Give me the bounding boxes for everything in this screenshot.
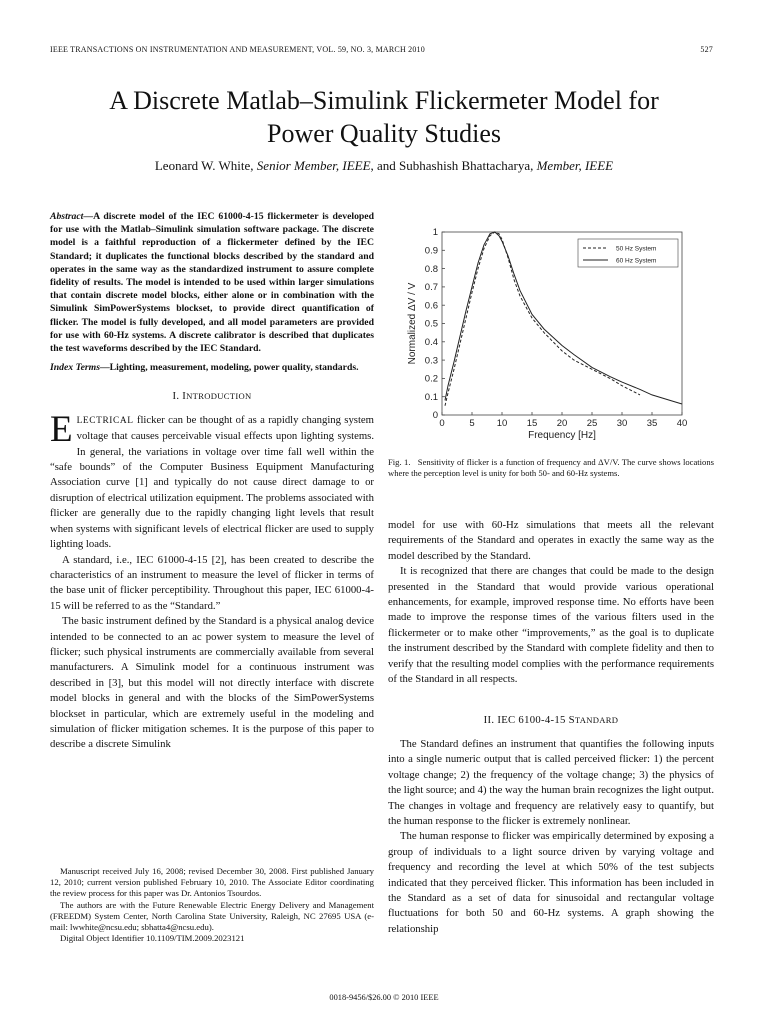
paper-title xyxy=(0,84,768,150)
x-tick-label: 5 xyxy=(469,418,475,429)
author-joiner: , and Subhashish Bhattacharya, xyxy=(370,158,537,173)
y-axis-label: Normalized ΔV / V xyxy=(407,282,418,365)
y-tick-label: 1 xyxy=(432,227,438,239)
intro-paragraph-1 xyxy=(50,408,374,553)
section-2-title: IEC 6100-4-15 S xyxy=(497,714,575,727)
x-tick-label: 15 xyxy=(526,418,538,429)
index-terms-label: Index Terms xyxy=(50,362,100,374)
right-column xyxy=(388,518,714,937)
figure-1-chart xyxy=(400,218,700,448)
y-tick-label: 0.5 xyxy=(424,318,438,330)
footnote-affiliation: The authors are with the Future Renewable Electric Energy Delivery and Management (FREEDM) System Center, North Carolina State University, Raleigh, NC 27695 USA (e-mail: lwwhite@ncsu.edu; sbhatta4@ncsu.edu). xyxy=(50,899,374,933)
y-tick-label: 0.3 xyxy=(424,355,438,367)
y-tick-label: 0.9 xyxy=(424,245,438,257)
drop-cap: E xyxy=(50,408,73,450)
journal-name: IEEE TRANSACTIONS ON INSTRUMENTATION AND MEASUREMENT, VOL. 59, NO. 3, MARCH 2010 xyxy=(50,45,425,54)
legend-entry: 60 Hz System xyxy=(616,257,657,265)
title-line-1: A Discrete Matlab–Simulink Flickermeter Model for xyxy=(109,86,659,115)
footnote-manuscript: Manuscript received July 16, 2008; revised December 30, 2008. First published January 12, 2010; current version published February 10, 2010. The Associate Editor coordinating the review process for this paper was Dr. Antonios Tsourdos. xyxy=(50,866,374,899)
copyright-footer: 0018-9456/$26.00 © 2010 IEEE xyxy=(329,993,439,1002)
x-tick-label: 30 xyxy=(616,418,628,429)
author-1: Leonard W. White, xyxy=(154,158,257,173)
y-tick-label: 0.8 xyxy=(424,263,438,275)
section-1-rest: NTRODUCTION xyxy=(186,391,252,402)
intro-p1-text: flicker can be thought of as a rapidly changing system voltage that causes perceivable visual effects upon lighting systems. In general, the variations in voltage over time fall well within the “safe bounds” of the Computer Business Equipment Manufacturing Association curve [1] and typically do not cause direct damage to or disruption of electrical utilization equipment. The problems associated with flicker are generally due to the rapidly changing light levels that result when systems with significant levels of electrical flicker are used to supply lighting loads. xyxy=(50,413,374,551)
y-tick-label: 0.1 xyxy=(424,391,438,403)
left-column xyxy=(50,210,374,753)
section-1-first-letter: I xyxy=(182,390,187,403)
right-paragraph-2: It is recognized that there are changes that could be made to the design presented in the Standard that would provide various operational enhancements, for example, improved response time. No efforts have been made to improve the response times of the various filters used in the flickermeter or to make other “improvements,” as the goal is to duplicate the instrument described by the Standard with complete fidelity and then to verify that the resulting model complies with the performance requirements of the Standard in all respects. xyxy=(388,565,714,686)
author-2-role: Member, IEEE xyxy=(536,158,614,173)
abstract xyxy=(50,210,374,355)
abstract-text: —A discrete model of the IEC 61000-4-15 flickermeter is developed for use with the Matlab–Simulink simulation software package. The discrete model is a faithful reproduction of a flickermeter defined by the IEC Standard; it duplicates the functional blocks described by the standard and operates in the same way as the standardized instrument to assure complete fidelity of results. The model is intended to be used within larger simulations that contain discrete model blocks, either alone or in combination with the Simulink SimPowerSystems blockset, to provide direct quantification of flicker. The model is fully developed, and all model parameters are provided for use with 60-Hz systems. A discrete calibrator is described that duplicates the test waveforms described by the IEC Standard. xyxy=(50,211,374,355)
page-number: 527 xyxy=(700,45,713,54)
y-tick-label: 0.2 xyxy=(424,373,438,385)
right-paragraph-1: model for use with 60-Hz simulations that meets all the relevant requirements of the Standard and operates in exactly the same way as the model described by the Standard. xyxy=(388,519,714,562)
y-tick-label: 0.7 xyxy=(424,282,438,294)
x-tick-label: 20 xyxy=(556,418,568,429)
section-2-title-sc: TANDARD xyxy=(574,715,619,726)
section-heading-introduction xyxy=(50,389,374,404)
title-line-2: Power Quality Studies xyxy=(267,119,501,148)
intro-paragraph-2: A standard, i.e., IEC 61000-4-15 [2], has been created to describe the characteristics of an instrument to measure the level of flicker in terms of the base unit of flicker perceptibility. Throughout this paper, IEC 61000-4-15 will be referred to as the “Standard.” xyxy=(50,553,374,612)
intro-first-word: LECTRICAL xyxy=(76,415,134,426)
section-1-numeral: I. xyxy=(172,390,183,403)
footnote-doi: Digital Object Identifier 10.1109/TIM.2009.2023121 xyxy=(60,933,245,944)
x-tick-label: 25 xyxy=(586,418,598,429)
y-tick-label: 0 xyxy=(432,410,438,422)
x-tick-label: 35 xyxy=(646,418,658,429)
footnote xyxy=(50,866,374,944)
x-tick-label: 40 xyxy=(676,418,688,429)
section-heading-standard xyxy=(388,713,714,728)
y-tick-label: 0.4 xyxy=(424,337,438,348)
x-axis-label: Frequency [Hz] xyxy=(528,430,596,441)
caption-text: Sensitivity of flicker is a function of frequency and ΔV/V. The curve shows locations where the perception level is unity for both 50- and 60-Hz systems. xyxy=(388,457,714,478)
section-2-numeral: II. xyxy=(483,714,498,727)
index-terms xyxy=(50,361,374,374)
legend-entry: 50 Hz System xyxy=(616,245,657,253)
right-paragraph-3: The Standard defines an instrument that quantifies the following inputs into a single numeric output that is called perceived flicker: 1) the percent voltage change; 2) the frequency of the voltage change; 3) the physics of the light source; and 4) the way the human brain recognizes the light output. The changes in voltage and frequency are relatively easy to quantify, but the human response to the flicker is extremely nonlinear. xyxy=(388,737,714,827)
index-terms-text: —Lighting, measurement, modeling, power quality, standards. xyxy=(99,362,359,374)
author-1-role: Senior Member, IEEE xyxy=(256,158,371,173)
authors xyxy=(0,158,768,174)
figure-caption xyxy=(388,457,714,478)
right-paragraph-4: The human response to flicker was empirically determined by exposing a group of individuals to a light source driven by varying voltage and frequency and recording the level at which 50% of the test subjects indicated that they perceived flicker. This information has been included in the Standard as a set of data for sinusoidal and rectangular voltage fluctuations for both 50 and 60-Hz systems. A graph showing the relationship xyxy=(388,830,714,935)
y-tick-label: 0.6 xyxy=(424,300,438,312)
x-tick-label: 0 xyxy=(439,418,445,429)
caption-label: Fig. 1. xyxy=(388,457,411,467)
x-tick-label: 10 xyxy=(496,418,508,429)
abstract-label: Abstract xyxy=(50,211,84,222)
intro-paragraph-3: The basic instrument defined by the Standard is a physical analog device intended to be connected to an ac power system to measure the level of flicker; such physical instruments are commercially available from several manufacturers. A Simulink model for a continuous instrument was described in [3], but this model will not directly interface with discrete model blocks in general and with the blocks of the SimPowerSystems blockset in particular, which are extremely useful in the modeling and simulation of flicker mitigation schemes. It is the purpose of this paper to describe a discrete Simulink xyxy=(50,615,374,751)
